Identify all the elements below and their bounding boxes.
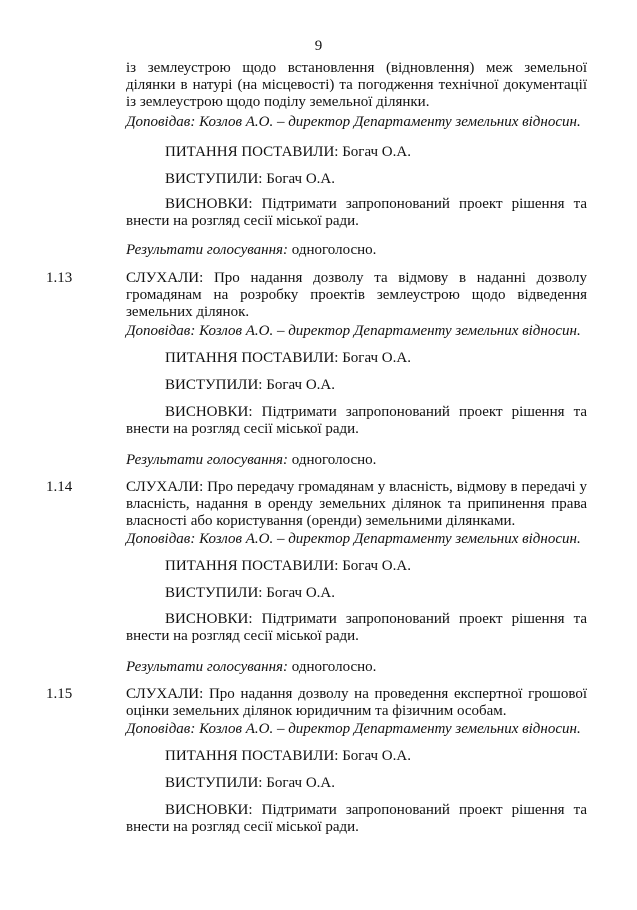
item-questions: ПИТАННЯ ПОСТАВИЛИ: Богач О.А. xyxy=(165,350,411,366)
item-conclusions: ВИСНОВКИ: Підтримати запропонований проект рішення та внести на розгляд сесії міської ради. xyxy=(126,611,587,644)
item-speaker: Доповідав: Козлов А.О. – директор Департаменту земельних відносин. xyxy=(126,323,581,339)
vote-label: Результати голосування: xyxy=(126,242,289,258)
item-speaker: Доповідав: Козлов А.О. – директор Департаменту земельних відносин. xyxy=(126,721,581,737)
item-heard: СЛУХАЛИ: Про надання дозволу та відмову в наданні дозволу громадянам на розробку проектів землеустрою щодо відведення земельних ділянок. xyxy=(126,270,587,320)
item-spoke: ВИСТУПИЛИ: Богач О.А. xyxy=(165,585,335,601)
page-number: 9 xyxy=(314,38,323,54)
intro-questions: ПИТАННЯ ПОСТАВИЛИ: Богач О.А. xyxy=(165,144,411,160)
vote-value: одноголосно. xyxy=(288,242,377,258)
item-questions: ПИТАННЯ ПОСТАВИЛИ: Богач О.А. xyxy=(165,748,411,764)
item-heard: СЛУХАЛИ: Про передачу громадянам у власність, відмову в передачі у власність, надання в оренду земельних ділянок та припинення права власності або користування (оренди) земельними ділянками. xyxy=(126,479,587,529)
vote-value: одноголосно. xyxy=(288,452,377,468)
intro-vote xyxy=(126,242,587,259)
item-vote xyxy=(126,659,587,676)
intro-conclusions: ВИСНОВКИ: Підтримати запропонований проект рішення та внести на розгляд сесії міської ради. xyxy=(126,196,587,229)
intro-spoke: ВИСТУПИЛИ: Богач О.А. xyxy=(165,171,335,187)
item-spoke: ВИСТУПИЛИ: Богач О.А. xyxy=(165,775,335,791)
item-heard: СЛУХАЛИ: Про надання дозволу на проведення експертної грошової оцінки земельних ділянок юридичним та фізичним особам. xyxy=(126,686,587,719)
intro-speaker: Доповідав: Козлов А.О. – директор Департаменту земельних відносин. xyxy=(126,114,581,130)
item-conclusions: ВИСНОВКИ: Підтримати запропонований проект рішення та внести на розгляд сесії міської ради. xyxy=(126,802,587,835)
item-spoke: ВИСТУПИЛИ: Богач О.А. xyxy=(165,377,335,393)
vote-label: Результати голосування: xyxy=(126,452,289,468)
item-number: 1.13 xyxy=(46,270,73,286)
item-number: 1.14 xyxy=(46,479,73,495)
vote-label: Результати голосування: xyxy=(126,659,289,675)
item-speaker: Доповідав: Козлов А.О. – директор Департаменту земельних відносин. xyxy=(126,531,581,547)
intro-paragraph: із землеустрою щодо встановлення (відновлення) меж земельної ділянки в натурі (на місцевості) та погодження технічної документації із землеустрою щодо поділу земельної ділянки. xyxy=(126,60,587,110)
item-questions: ПИТАННЯ ПОСТАВИЛИ: Богач О.А. xyxy=(165,558,411,574)
item-conclusions: ВИСНОВКИ: Підтримати запропонований проект рішення та внести на розгляд сесії міської ради. xyxy=(126,404,587,437)
item-vote xyxy=(126,452,587,469)
item-number: 1.15 xyxy=(46,686,73,702)
vote-value: одноголосно. xyxy=(288,659,377,675)
